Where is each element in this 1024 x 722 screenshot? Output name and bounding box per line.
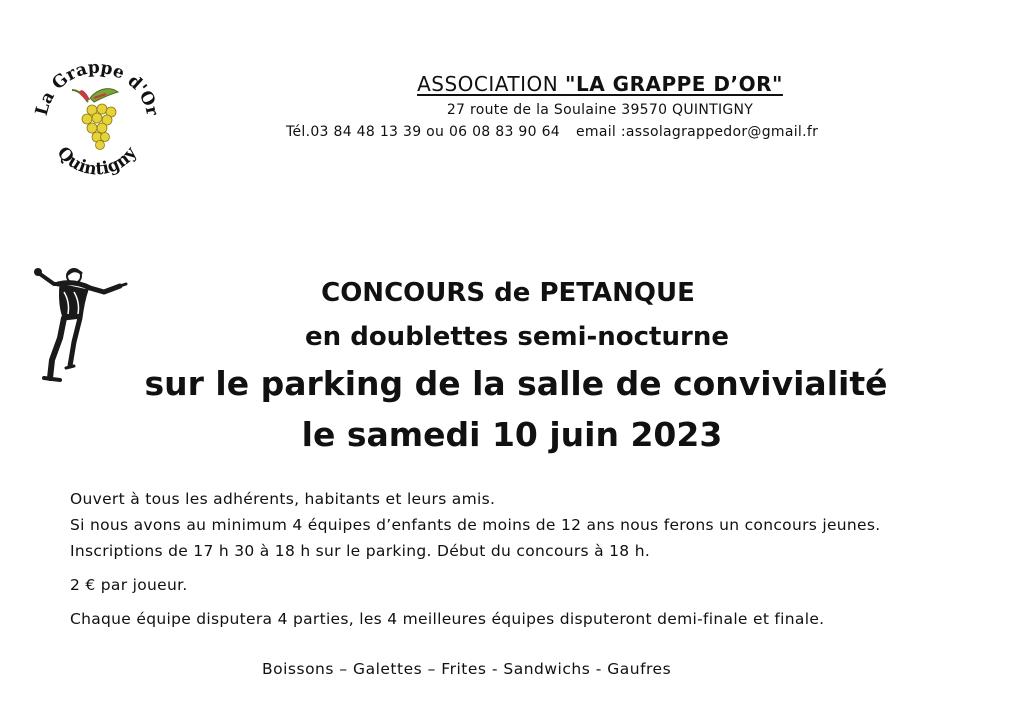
event-location: sur le parking de la salle de convivialité xyxy=(144,364,888,403)
logo-text-top: La Grappe d'Or xyxy=(32,58,162,118)
refreshments-text: Boissons – Galettes – Frites - Sandwichs - Gaufres xyxy=(262,660,672,678)
event-title: CONCOURS de PETANQUE xyxy=(321,278,695,308)
logo-text-bottom: Quintigny xyxy=(52,143,142,180)
format-text: Chaque équipe disputera 4 parties, les 4 meilleures équipes disputeront demi-finale et finale. xyxy=(70,610,825,628)
association-prefix: ASSOCIATION xyxy=(417,72,566,96)
event-details xyxy=(70,486,1010,632)
association-title xyxy=(280,72,920,96)
association-address: 27 route de la Soulaine 39570 QUINTIGNY xyxy=(446,102,754,118)
youth-contest-text: Si nous avons au minimum 4 équipes d’enfants de moins de 12 ans nous ferons un concours jeunes. xyxy=(70,516,881,534)
event-subtitle: en doublettes semi-nocturne xyxy=(305,322,729,352)
phone-numbers: Tél.03 84 48 13 39 ou 06 08 83 90 64 xyxy=(286,124,561,140)
association-logo xyxy=(32,58,162,188)
registration-text: Inscriptions de 17 h 30 à 18 h sur le parking. Début du concours à 18 h. xyxy=(70,542,651,560)
event-date: le samedi 10 juin 2023 xyxy=(301,415,723,454)
association-header xyxy=(280,72,920,140)
email-address: email :assolagrappedor@gmail.fr xyxy=(576,124,819,140)
association-contact xyxy=(280,124,920,140)
association-name: "LA GRAPPE D’OR" xyxy=(565,72,783,96)
participants-text: Ouvert à tous les adhérents, habitants et leurs amis. xyxy=(70,490,496,508)
price-text: 2 € par joueur. xyxy=(70,576,188,594)
grape-bunch-icon xyxy=(72,89,118,150)
